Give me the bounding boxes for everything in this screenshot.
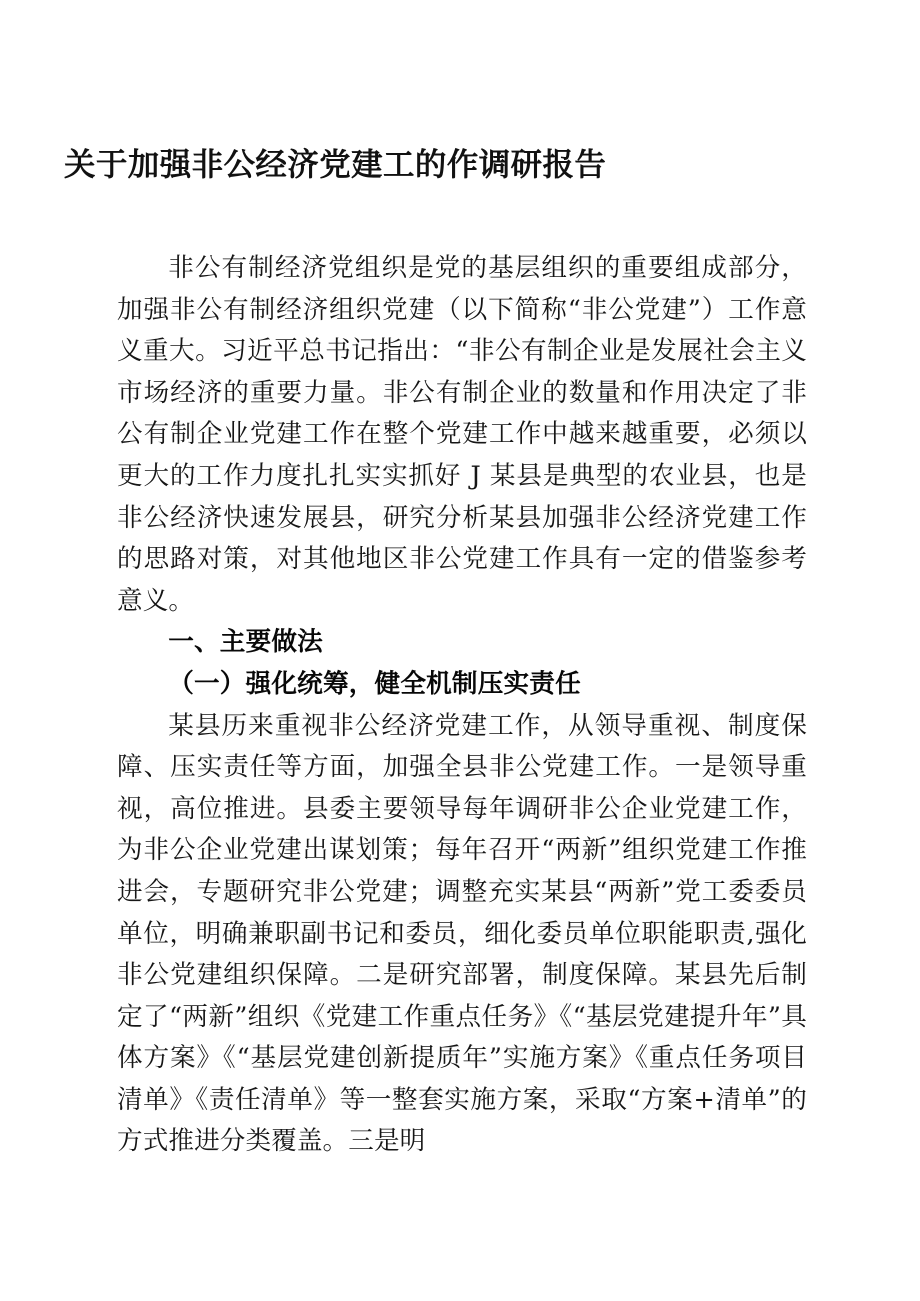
page-title: 关于加强非公经济党建工的作调研报告 [64,146,607,183]
document-body [117,248,807,1163]
body-paragraph-practices: 某县历来重视非公经济党建工作，从领导重视、制度保障、压实责任等方面，加强全县非公党建工作。一是领导重视，高位推进。县委主要领导每年调研非公企业党建工作，为非公企业党建出谋划策；每年召开“两新”组织党建工作推进会，专题研究非公党建；调整充实某县“两新”党工委委员单位，明确兼职副书记和委员，细化委员单位职能职责,强化非公党建组织保障。二是研究部署，制度保障。某县先后制定了“两新”组织《党建工作重点任务》《“基层党建提升年”具体方案》《“基层党建创新提质年”实施方案》《重点任务项目清单》《责任清单》等一整套实施方案，采取“方案+清单”的方式推进分类覆盖。三是明 [117,710,807,1157]
intro-paragraph: 非公有制经济党组织是党的基层组织的重要组成部分，加强非公有制经济组织党建（以下简称“非公党建”）工作意义重大。习近平总书记指出：“非公有制企业是发展社会主义市场经济的重要力量。非公有制企业的数量和作用决定了非公有制企业党建工作在整个党建工作中越来越重要，必须以更大的工作力度扎扎实实抓好 J 某县是典型的农业县，也是非公经济快速发展县，研究分析某县加强非公经济党建工作的思路对策，对其他地区非公党建工作具有一定的借鉴参考意义。 [117,253,807,616]
heading-level2-strengthen-coordination: （一）强化统筹，健全机制压实责任 [168,668,581,699]
heading-level1-main-practices: 一、主要做法 [168,627,323,658]
